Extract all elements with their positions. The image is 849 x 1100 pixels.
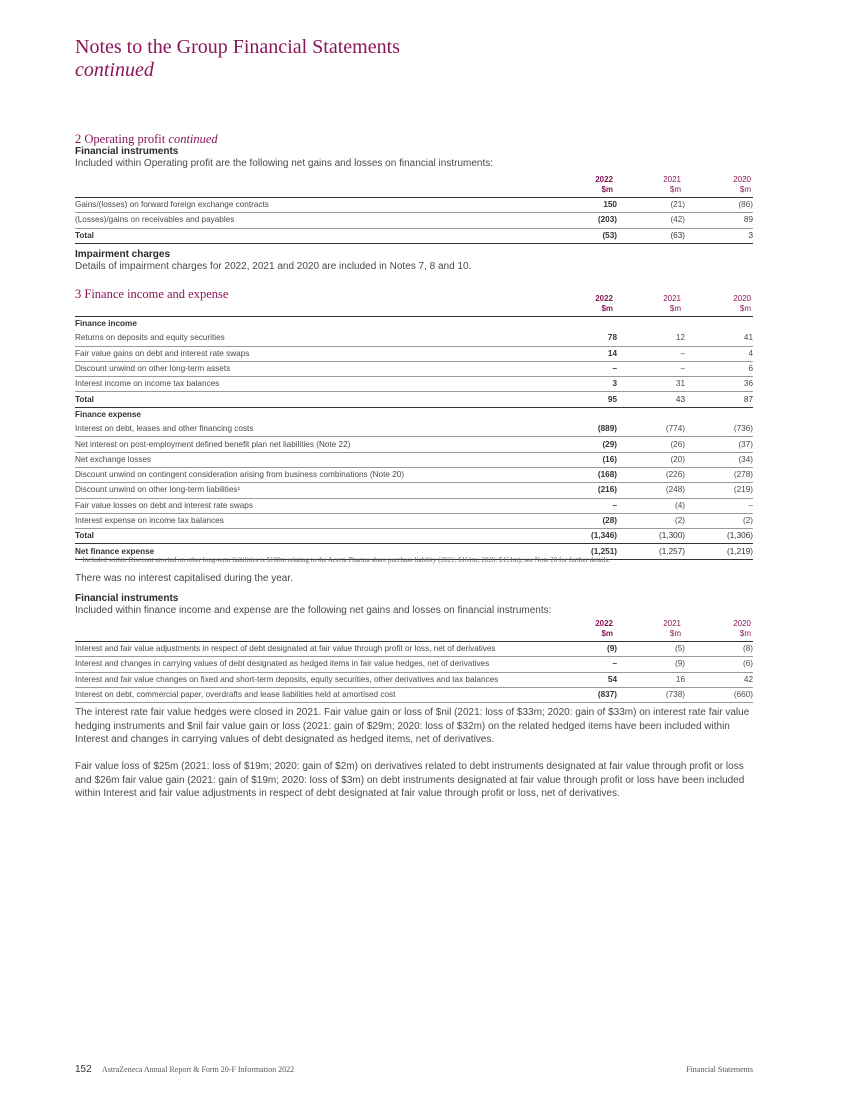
table-row: Discount unwind on other long-term assets – – 6 (75, 361, 753, 376)
footnote-text: Included within Discount unwind on other long-term liabilities is $108m relating to the Acerta Pharma share purchase liability (2021: $161m; 2020: $151m), see Note 20 for further details. (82, 556, 610, 564)
table-row: Interest and fair value changes on fixed and short-term deposits, equity securities, other derivatives and tax balances 54 16 42 (75, 672, 753, 687)
table-row: Discount unwind on other long-term liabilities¹ (216) (248) (219) (75, 483, 753, 498)
paragraph-fair-value: Fair value loss of $25m (2021: loss of $19m; 2020: gain of $2m) on derivatives related to debt instruments designated at fair value through profit or loss and $26m fair value gain (2021: gain of $19m; 2020: loss of $3m) on debt instruments designated at fair value through profit or loss have been included within Interest and fair value adjustments in respect of debt designated at fair value through profit or loss, net of derivatives. (75, 761, 745, 799)
section-3-fin-instr-heading: Financial instruments (75, 593, 179, 604)
col-2022: 2022 $m (595, 619, 613, 638)
table (75, 317, 753, 560)
table-row: Gains/(losses) on forward foreign exchange contracts 150 (21) (86) (75, 198, 753, 213)
section-2-fin-instr-intro: Included within Operating profit are the following net gains and losses on financial instruments: (75, 158, 494, 169)
impairment (75, 249, 753, 273)
section-3-fin-instr-intro: Included within finance income and expense are the following net gains and losses on financial instruments: (75, 605, 552, 616)
paragraph-hedges: The interest rate fair value hedges were closed in 2021. Fair value gain or loss of $nil (2021: loss of $33m; 2020: gain of $33m) on interest rate fair value hedging instruments and $nil fair value gain or loss (2021: gain of $29m; 2020: loss of $32m) on the related hedged items have been included within Interest and changes in carrying values of debt designated as hedged items, net of derivatives. (75, 707, 750, 745)
section-3-fin-instr (75, 593, 753, 617)
table-row-total: Total (1,346) (1,300) (1,306) (75, 529, 753, 544)
page-title: Notes to the Group Financial Statements (75, 36, 400, 58)
table-row: Fair value gains on debt and interest rate swaps 14 – 4 (75, 346, 753, 361)
section-3-heading: 3 Finance income and expense (75, 287, 229, 301)
section-2-heading: 2 Operating profit continued (75, 132, 218, 146)
table (75, 642, 753, 703)
table-row: Interest on debt, leases and other financing costs (889) (774) (736) (75, 422, 753, 437)
table-header (75, 294, 753, 317)
table-row: Discount unwind on contingent consideration arising from business combinations (Note 20) (168) (226) (278) (75, 467, 753, 482)
col-2021: 2021 $m (663, 175, 681, 194)
col-2021: 2021 $m (663, 619, 681, 638)
col-2021: 2021 $m (663, 294, 681, 313)
impairment-heading: Impairment charges (75, 249, 171, 260)
table (75, 198, 753, 244)
finance-expense-label: Finance expense (75, 409, 141, 419)
page-number: 152 (75, 1064, 92, 1075)
section-name: Financial Statements (686, 1065, 753, 1074)
table-header (75, 175, 753, 198)
table-row: Net exchange losses (16) (20) (34) (75, 452, 753, 467)
col-2022: 2022 $m (595, 294, 613, 313)
section-2-fin-instr-heading: Financial instruments (75, 146, 179, 157)
table-row: (Losses)/gains on receivables and payables (203) (42) 89 (75, 213, 753, 228)
table-row: Fair value losses on debt and interest rate swaps – (4) – (75, 498, 753, 513)
impairment-text: Details of impairment charges for 2022, 2021 and 2020 are included in Notes 7, 8 and 10. (75, 261, 472, 272)
table-row-total: Total (53) (63) 3 (75, 228, 753, 243)
footnote (75, 556, 753, 565)
table-operating-fin-instr (75, 175, 753, 244)
publication-name: AstraZeneca Annual Report & Form 20-F Information 2022 (101, 1065, 295, 1074)
col-2020: 2020 $m (733, 294, 751, 313)
table-row-total: Total 95 43 87 (75, 392, 753, 407)
table-row: Interest on debt, commercial paper, overdrafts and lease liabilities held at amortised cost (837) (738) (660) (75, 687, 753, 702)
finance-income-label: Finance income (75, 319, 137, 329)
table-row: Net interest on post-employment defined benefit plan net liabilities (Note 22) (29) (26) (37) (75, 437, 753, 452)
table-row: Interest and changes in carrying values of debt designated as hedged items in fair value hedges, net of derivatives – (9) (6) (75, 657, 753, 672)
section-2 (75, 132, 753, 170)
table-row-net-finance-expense: Net finance expense (1,251) (1,257) (1,219) (75, 544, 753, 559)
table-finance-fin-instr (75, 619, 753, 703)
table-row: Returns on deposits and equity securities 78 12 41 (75, 331, 753, 346)
table-finance-income-expense (75, 294, 753, 560)
footnote-mark: ¹ (75, 556, 78, 564)
table-row: Interest and fair value adjustments in respect of debt designated at fair value through profit or loss, net of derivatives (9) (5) (8) (75, 642, 753, 657)
col-2020: 2020 $m (733, 619, 751, 638)
table-row: Interest expense on income tax balances (28) (2) (2) (75, 513, 753, 528)
no-interest-text: There was no interest capitalised during the year. (75, 573, 293, 584)
page-subtitle: continued (75, 59, 154, 81)
col-2020: 2020 $m (733, 175, 751, 194)
col-2022: 2022 $m (595, 175, 613, 194)
page-footer (75, 1064, 753, 1075)
table-row: Interest income on income tax balances 3 31 36 (75, 377, 753, 392)
table-header (75, 619, 753, 642)
